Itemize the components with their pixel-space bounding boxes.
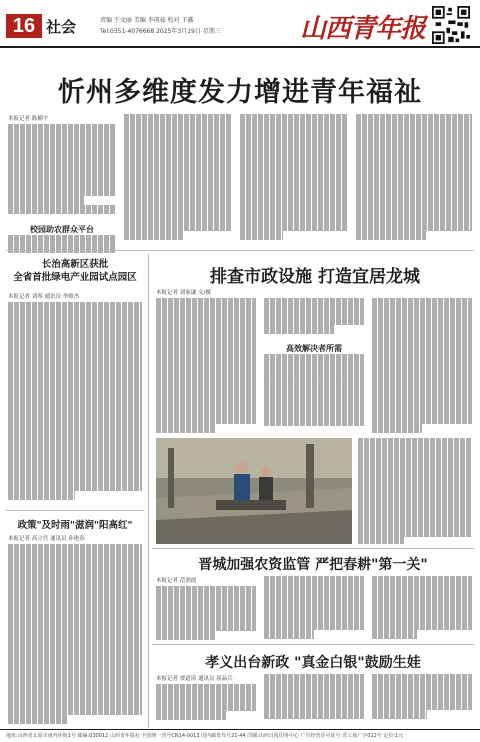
column-divider	[148, 254, 149, 728]
editor-line: 责编 王文丽 美编 李瑛茹 校对 王鑫	[100, 17, 194, 24]
main-column-1	[8, 124, 116, 220]
divider-left	[6, 510, 144, 511]
a3-column-4	[358, 438, 472, 544]
a5-column-3	[372, 576, 472, 640]
a3-column-3	[372, 298, 472, 434]
main-subhead: 校园助农群众平台	[30, 225, 94, 234]
a2-body	[8, 302, 142, 507]
section-name: 社会	[46, 18, 77, 36]
a3-column-1	[156, 298, 256, 434]
main-column-3	[240, 114, 348, 244]
masthead-logo: 山西青年报	[300, 14, 426, 44]
a6-column-2	[264, 674, 364, 726]
divider-a3	[152, 548, 474, 549]
page-header	[0, 0, 480, 48]
a6-column-1	[156, 684, 256, 726]
a5-column-1	[156, 586, 256, 640]
a3-subhead: 高效解决者所需	[286, 344, 342, 353]
qr-code-icon	[432, 6, 470, 44]
a4-body	[8, 544, 142, 726]
a5-column-2	[264, 576, 364, 640]
a3-headline: 排查市政设施 打造宜居龙城	[210, 267, 420, 287]
a6-byline: 本报记者 贾道琦 通讯员 屈晶兵	[156, 676, 233, 682]
main-byline: 本报记者 陈楠宇	[8, 116, 49, 122]
divider-a5	[152, 644, 474, 645]
main-column-1b	[8, 235, 116, 255]
page-footer: 地址:山西省太原市南内环街1号 邮编:030012 山西青年报社 全国统一刊号CN14-0013 国内邮发代号21-44 印刷:山西日报印务中心 广告经营许可证号:晋工商广字012号 定价:1元	[0, 729, 480, 742]
a3-byline: 本报记者 刘家谦 文/摄	[156, 290, 211, 296]
page-number: 16	[6, 14, 42, 38]
contact-line: Tel:0351-4076668 2025年3月19日 星期三	[100, 28, 221, 35]
a6-column-3	[372, 674, 472, 726]
a4-headline: 政策"及时雨"滋润"阳高红"	[17, 520, 133, 531]
a5-byline: 本报记者 范润霞	[156, 578, 197, 584]
a6-headline: 孝义出台新政 "真金白银"鼓励生娃	[205, 655, 421, 671]
a4-byline: 本报记者 高立宫 通讯员 孙艳春	[8, 536, 85, 542]
a5-headline: 晋城加强农资监管 严把春耕"第一关"	[198, 557, 428, 573]
main-column-2	[124, 114, 232, 244]
main-headline: 忻州多维度发力增进青年福祉	[58, 77, 422, 108]
a2-byline: 本报记者 刘琴 通讯员 李维杰	[8, 294, 80, 300]
news-photo	[156, 438, 352, 544]
a3-column-2b	[264, 354, 364, 434]
a2-headline: 长治高新区获批 全省首批绿电产业园试点园区	[13, 259, 137, 283]
a3-column-2	[264, 298, 364, 338]
main-column-4	[356, 114, 472, 244]
divider-main	[6, 250, 474, 251]
